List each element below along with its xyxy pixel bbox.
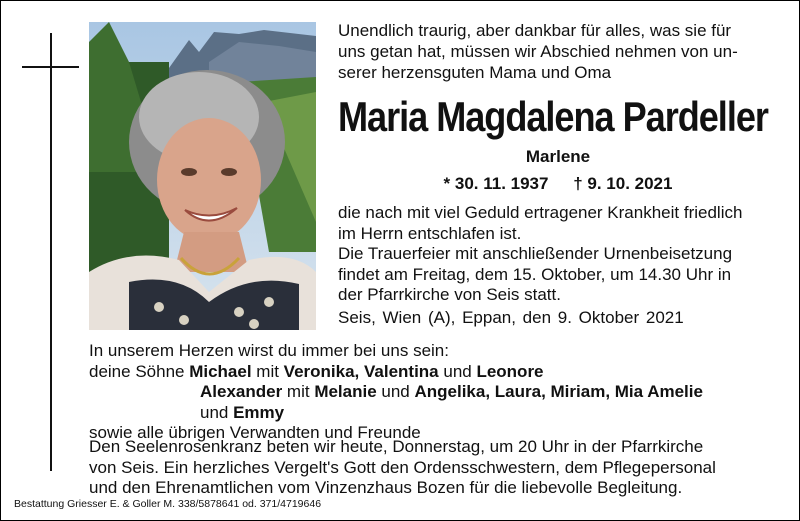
mourner-name: Veronika, Valentina — [283, 361, 439, 381]
portrait-image — [89, 22, 316, 330]
mourner-name: Alexander — [200, 382, 283, 401]
text: und — [200, 402, 234, 422]
thanks-line: Den Seelenrosenkranz beten wir heute, Donnerstag, um 20 Uhr in der Pfarrkirche — [89, 437, 704, 456]
death-date: † 9. 10. 2021 — [573, 174, 673, 193]
details-line: Die Trauerfeier mit anschließender Urnenbeisetzung — [338, 244, 733, 263]
text: mit — [282, 382, 315, 401]
cross-icon-horizontal — [22, 66, 79, 68]
cross-icon-vertical — [50, 33, 52, 471]
intro-line: serer herzensguten Mama und Oma — [338, 63, 612, 82]
portrait-photo — [89, 22, 316, 330]
funeral-details — [338, 203, 778, 306]
intro-line: Unendlich traurig, aber dankbar für alles, was sie für — [338, 21, 732, 40]
mourners-line — [89, 403, 779, 424]
mourner-name: Melanie — [314, 382, 377, 401]
mourner-name: Emmy — [233, 402, 285, 422]
mourners-line — [89, 362, 779, 383]
funeral-home-footer: Bestattung Griesser E. & Goller M. 338/5878641 od. 371/4719646 — [14, 498, 322, 510]
details-line: die nach mit viel Geduld ertragener Krankheit friedlich — [338, 203, 743, 222]
deceased-nickname: Marlene — [525, 147, 591, 166]
mourners-line — [89, 382, 779, 403]
details-line: der Pfarrkirche von Seis statt. — [338, 285, 561, 304]
thanks-line: und den Ehrenamtlichen vom Vinzenzhaus Bozen für die liebevolle Begleitung. — [89, 478, 683, 497]
thanks-line: von Seis. Ein herzliches Vergelt's Gott den Ordensschwestern, dem Pflegepersonal — [89, 457, 716, 477]
mourners-closing: sowie alle übrigen Verwandten und Freunde — [89, 423, 421, 442]
details-line: findet am Freitag, dem 15. Oktober, um 14.30 Uhr in — [338, 264, 732, 284]
mourner-name: Angelika, Laura, Miriam, Mia Amelie — [414, 382, 703, 401]
text: mit — [251, 361, 284, 381]
life-dates — [338, 173, 778, 195]
deceased-name: Maria Magdalena Pardeller — [338, 93, 768, 140]
mourners-intro: In unserem Herzen wirst du immer bei uns sein: — [89, 341, 449, 360]
text: und — [376, 382, 415, 401]
mourners-list — [89, 341, 779, 444]
mourner-name: Michael — [189, 361, 252, 381]
rosary-and-thanks — [89, 437, 779, 499]
place-and-date: Seis, Wien (A), Eppan, den 9. Oktober 2021 — [338, 308, 684, 327]
birth-date: * 30. 11. 1937 — [443, 174, 549, 193]
text: und — [438, 361, 477, 381]
text: deine Söhne — [89, 361, 190, 381]
details-line: im Herrn entschlafen ist. — [338, 223, 522, 243]
mourner-name: Leonore — [476, 361, 544, 381]
intro-text — [338, 20, 778, 83]
intro-line: uns getan hat, müssen wir Abschied nehmen von un- — [338, 42, 738, 61]
